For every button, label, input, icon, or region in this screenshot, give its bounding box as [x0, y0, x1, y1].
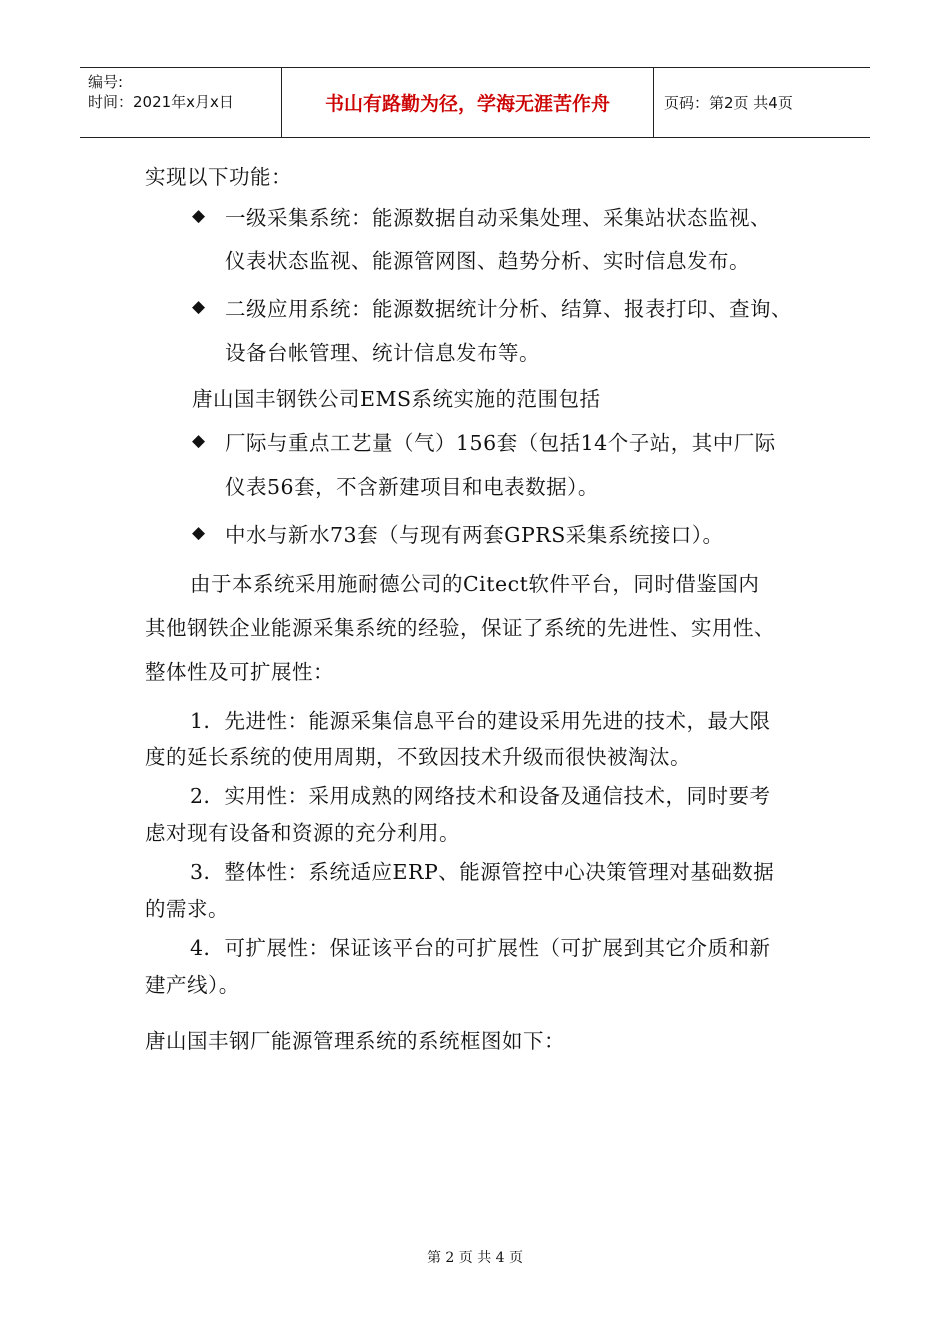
document-number-label: 编号: [88, 73, 124, 91]
bullet3-line1: 厂际与重点工艺量（气）156套（包括14个子站，其中厂际 [225, 431, 776, 455]
item4-line1: 4．可扩展性：保证该平台的可扩展性（可扩展到其它介质和新 [190, 936, 771, 960]
page-header [80, 67, 870, 138]
scope-title: 唐山国丰钢铁公司EMS系统实施的范围包括 [192, 387, 601, 411]
para1-line3: 整体性及可扩展性： [145, 660, 334, 684]
page-footer: 第 2 页 共 4 页 [426, 1250, 524, 1266]
intro-line: 实现以下功能： [145, 165, 292, 189]
document-time-label: 时间：2021年x月x日 [88, 93, 234, 111]
para1-line2: 其他钢铁企业能源采集系统的经验，保证了系统的先进性、实用性、 [145, 616, 775, 640]
bullet4-line1: 中水与新水73套（与现有两套GPRS采集系统接口）。 [225, 523, 724, 547]
item3-line2: 的需求。 [145, 897, 229, 921]
header-page-label: 页码：第2页 共4页 [664, 94, 793, 112]
bullet-diamond-icon: ◆ [192, 431, 206, 451]
bullet-diamond-icon: ◆ [192, 206, 206, 226]
para1-line1: 由于本系统采用施耐德公司的Citect软件平台，同时借鉴国内 [190, 572, 760, 596]
bullet-diamond-icon: ◆ [192, 297, 206, 317]
header-meta-cell [80, 68, 282, 137]
item1-line2: 度的延长系统的使用周期，不致因技术升级而很快被淘汰。 [145, 745, 691, 769]
item2-line1: 2．实用性：采用成熟的网络技术和设备及通信技术，同时要考 [190, 784, 771, 808]
header-motto: 书山有路勤为径，学海无涯苦作舟 [282, 68, 654, 137]
bullet2-line2: 设备台帐管理、统计信息发布等。 [225, 341, 540, 365]
bullet-diamond-icon: ◆ [192, 523, 206, 543]
bullet3-line2: 仪表56套，不含新建项目和电表数据）。 [225, 475, 599, 499]
bullet1-line2: 仪表状态监视、能源管网图、趋势分析、实时信息发布。 [225, 249, 750, 273]
bullet2-line1: 二级应用系统：能源数据统计分析、结算、报表打印、查询、 [225, 297, 792, 321]
bullet1-line1: 一级采集系统：能源数据自动采集处理、采集站状态监视、 [225, 206, 771, 230]
diagram-caption: 唐山国丰钢厂能源管理系统的系统框图如下： [145, 1029, 565, 1053]
item4-line2: 建产线）。 [145, 973, 240, 997]
item1-line1: 1．先进性：能源采集信息平台的建设采用先进的技术，最大限 [190, 709, 771, 733]
item3-line1: 3．整体性：系统适应ERP、能源管控中心决策管理对基础数据 [190, 860, 775, 884]
item2-line2: 虑对现有设备和资源的充分利用。 [145, 821, 460, 845]
